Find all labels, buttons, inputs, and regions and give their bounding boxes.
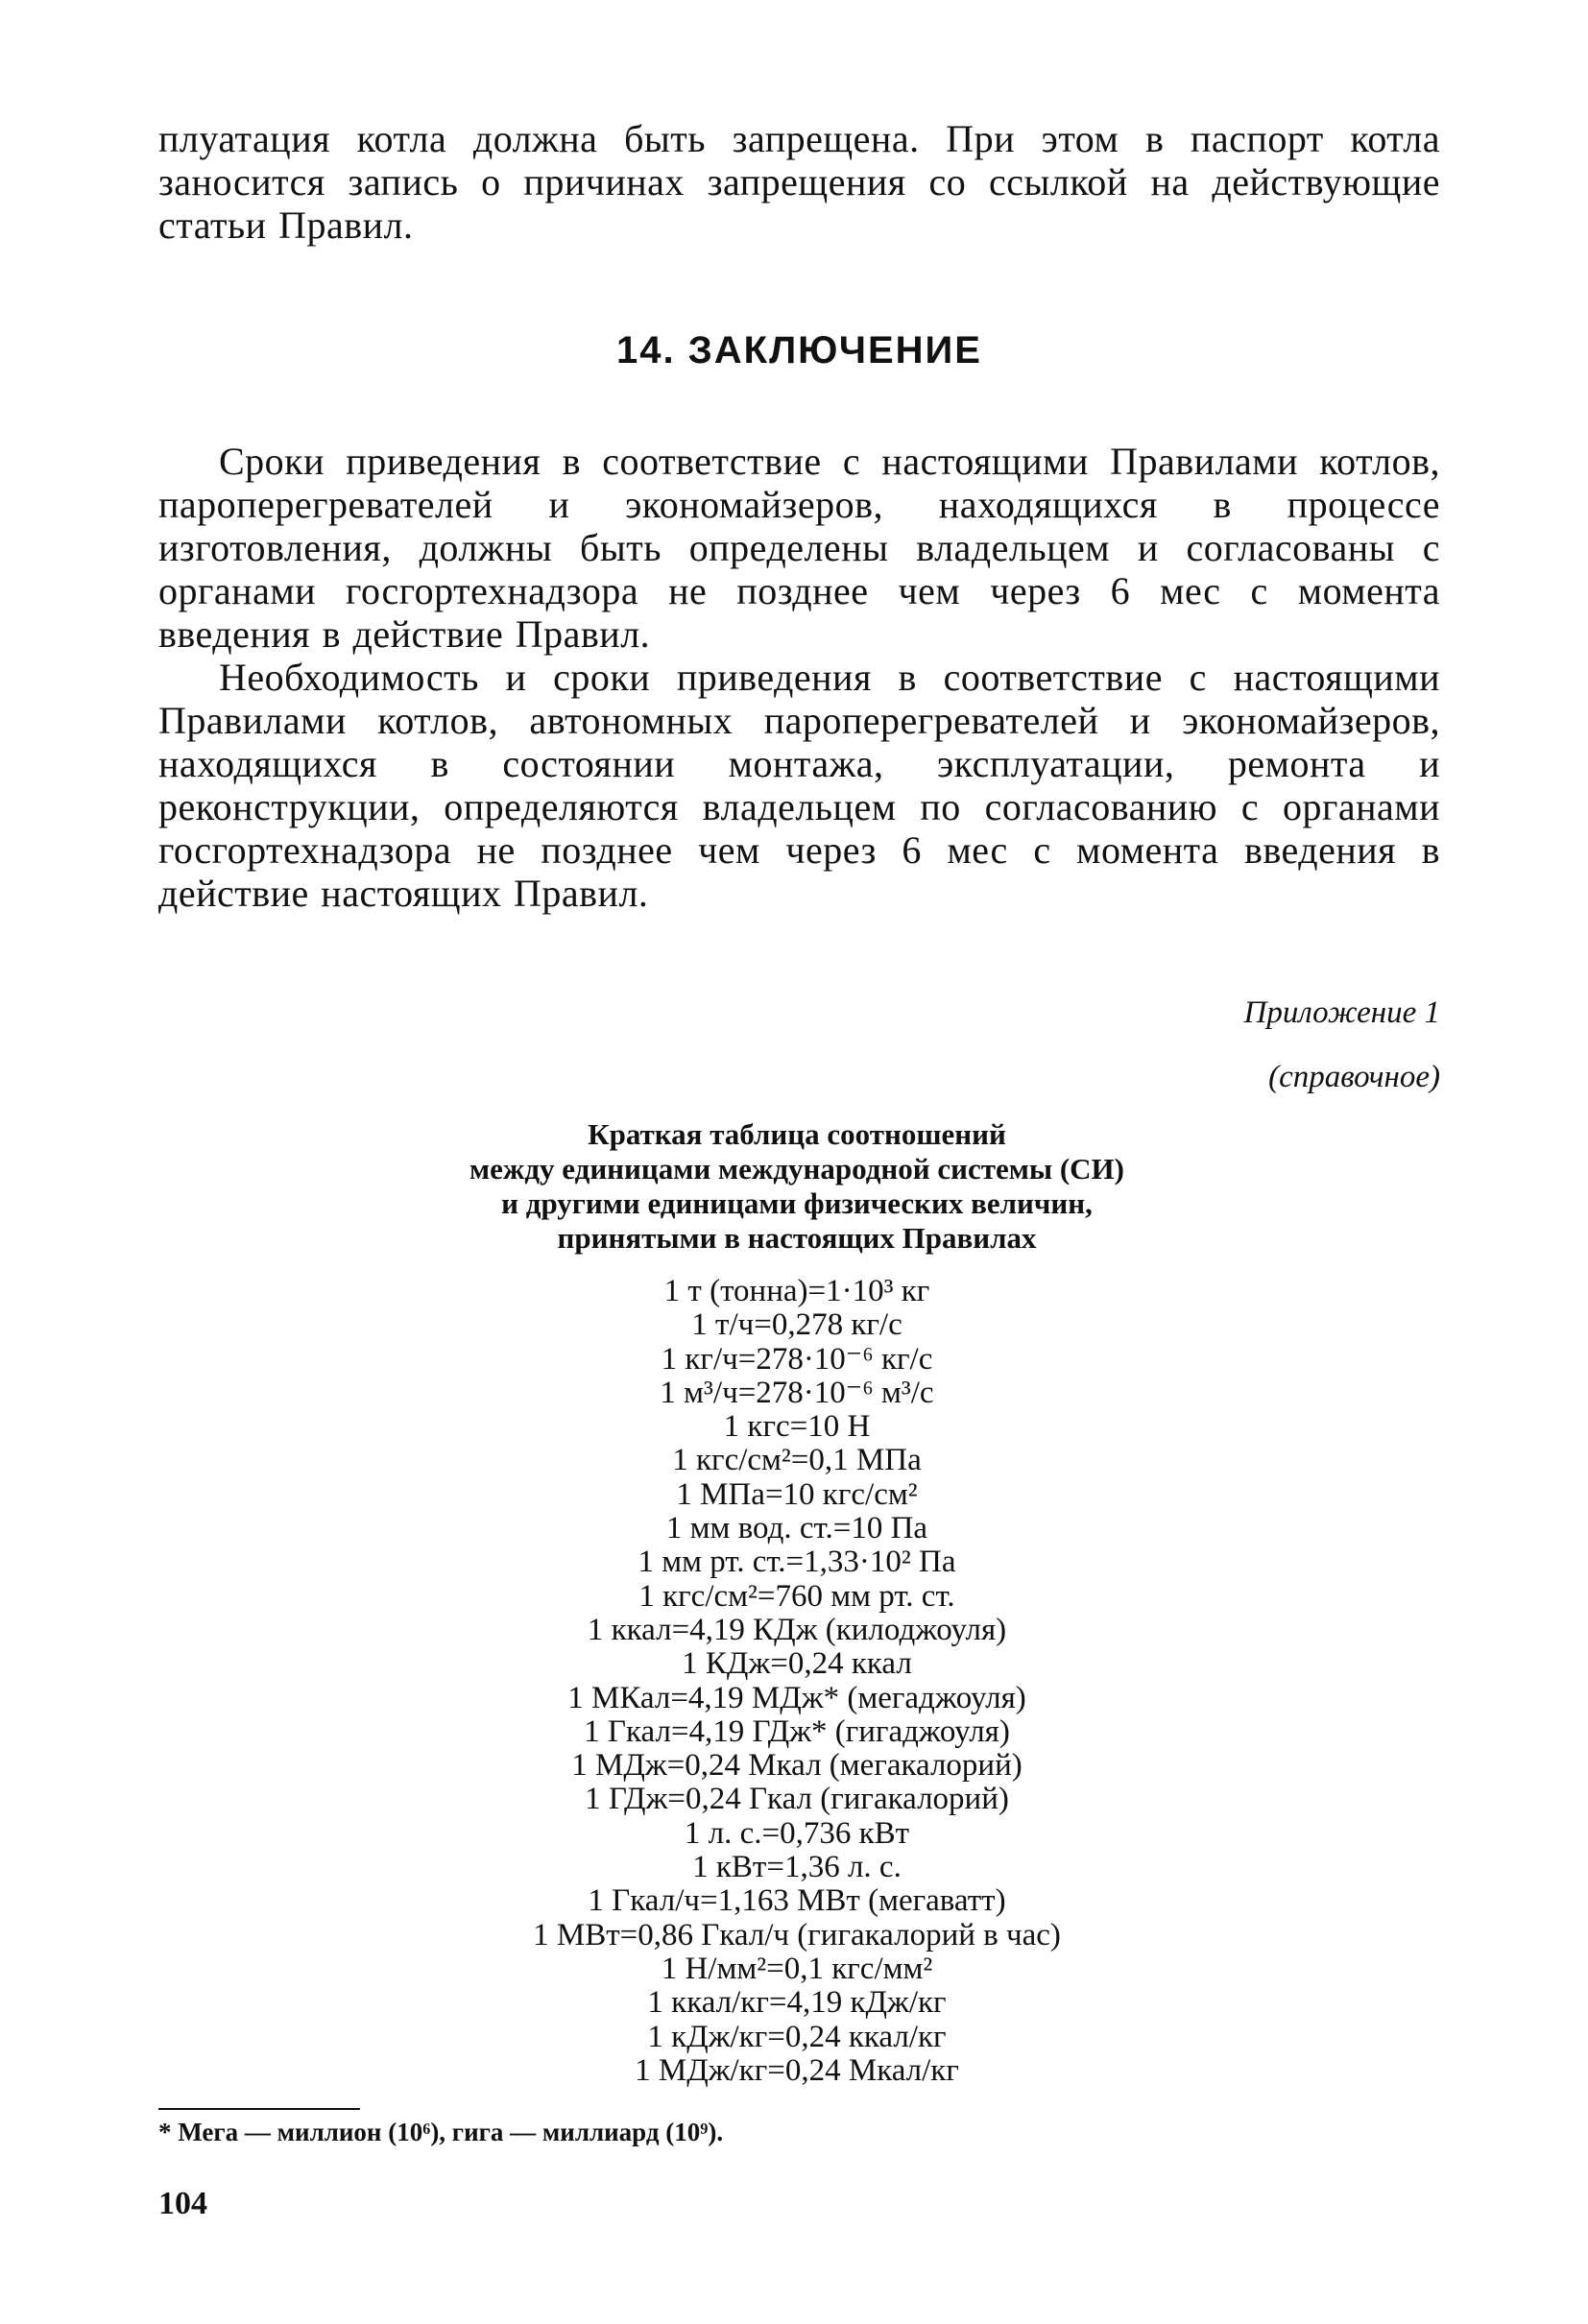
conclusion-section bbox=[158, 440, 1440, 915]
conversion-row: 1 кгс/см²=760 мм рт. ст. bbox=[638, 1578, 955, 1614]
conversion-row: 1 мм рт. ст.=1,33·10² Па bbox=[638, 1545, 956, 1580]
conversion-row: 1 ГДж=0,24 Гкал (гигакалорий) bbox=[585, 1782, 1009, 1817]
conversion-row: 1 м³/ч=278·10⁻⁶ м³/с bbox=[660, 1375, 934, 1410]
conversion-row: 1 кгс/см²=0,1 МПа bbox=[672, 1443, 922, 1478]
section-title: 14. ЗАКЛЮЧЕНИЕ bbox=[616, 329, 982, 371]
conversion-row: 1 КДж=0,24 ккал bbox=[682, 1646, 912, 1682]
conversion-row: 1 Гкал/ч=1,163 МВт (мегаватт) bbox=[588, 1883, 1006, 1919]
continued-paragraph: плуатация котла должна быть запрещена. При этом в паспорт котла заносится запись о причинах запрещения со ссылкой на действующие статьи Правил. bbox=[158, 117, 1440, 247]
table-title-line: и другими единицами физических величин, bbox=[501, 1186, 1093, 1220]
conversion-row: 1 ккал=4,19 КДж (килоджоуля) bbox=[587, 1612, 1007, 1647]
conversion-row: 1 Н/мм²=0,1 кгс/мм² bbox=[661, 1951, 933, 1986]
conversion-row: 1 т (тонна)=1·10³ кг bbox=[663, 1274, 930, 1308]
appendix-label: Приложение 1 bbox=[1243, 995, 1440, 1030]
conversion-row: 1 т/ч=0,278 кг/с bbox=[691, 1307, 902, 1343]
appendix-reference-note: (справочное) bbox=[1268, 1060, 1440, 1094]
table-title-line: принятыми в настоящих Правилах bbox=[557, 1221, 1037, 1255]
conversion-row: 1 МДж=0,24 Мкал (мегакалорий) bbox=[571, 1748, 1023, 1784]
continued-paragraph-block bbox=[158, 117, 1440, 247]
conversion-row: 1 мм вод. ст.=10 Па bbox=[665, 1511, 928, 1546]
conversion-row: 1 кгс=10 Н bbox=[723, 1409, 871, 1445]
table-title-line: между единицами международной системы (СИ) bbox=[469, 1152, 1124, 1186]
table-title-line: Краткая таблица соотношений bbox=[588, 1117, 1006, 1151]
footnote: * Мега — миллион (10⁶), гига — миллиард (10⁹). bbox=[158, 2118, 724, 2146]
page-number: 104 bbox=[158, 2186, 207, 2221]
unit-conversion-list bbox=[288, 1275, 1306, 2088]
conversion-table-title bbox=[288, 1117, 1306, 1256]
conversion-row: 1 кДж/кг=0,24 ккал/кг bbox=[647, 2019, 947, 2054]
conversion-row: 1 МПа=10 кгс/см² bbox=[676, 1476, 918, 1512]
conversion-row: 1 Гкал=4,19 ГДж* (гигаджоуля) bbox=[584, 1713, 1010, 1749]
conversion-row: 1 МДж/кг=0,24 Мкал/кг bbox=[635, 2052, 959, 2088]
conversion-row: 1 МВт=0,86 Гкал/ч (гигакалорий в час) bbox=[533, 1917, 1061, 1953]
conclusion-paragraph: Сроки приведения в соответствие с настоящими Правилами котлов, пароперегревателей и экономайзеров, находящихся в процессе изготовления, должны быть определены владельцем и согласованы с органами госгортехнадзора не позднее чем через 6 мес с момента введения в действие Правил. bbox=[158, 440, 1440, 656]
conversion-row: 1 кВт=1,36 л. с. bbox=[692, 1850, 902, 1885]
conversion-row: 1 ккал/кг=4,19 кДж/кг bbox=[647, 1985, 947, 2021]
footnote-divider bbox=[158, 2108, 360, 2110]
conversion-row: 1 л. с.=0,736 кВт bbox=[684, 1815, 910, 1851]
conclusion-paragraph: Необходимость и сроки приведения в соответствие с настоящими Правилами котлов, автономных пароперегревателей и экономайзеров, находящихся в состоянии монтажа, эксплуатации, ремонта и реконструкции, определяются владельцем по согласованию с органами госгортехнадзора не позднее чем через 6 мес с момента введения в действие настоящих Правил. bbox=[158, 656, 1440, 915]
conversion-row: 1 кг/ч=278·10⁻⁶ кг/с bbox=[661, 1341, 933, 1377]
conversion-row: 1 МКал=4,19 МДж* (мегаджоуля) bbox=[567, 1680, 1026, 1715]
